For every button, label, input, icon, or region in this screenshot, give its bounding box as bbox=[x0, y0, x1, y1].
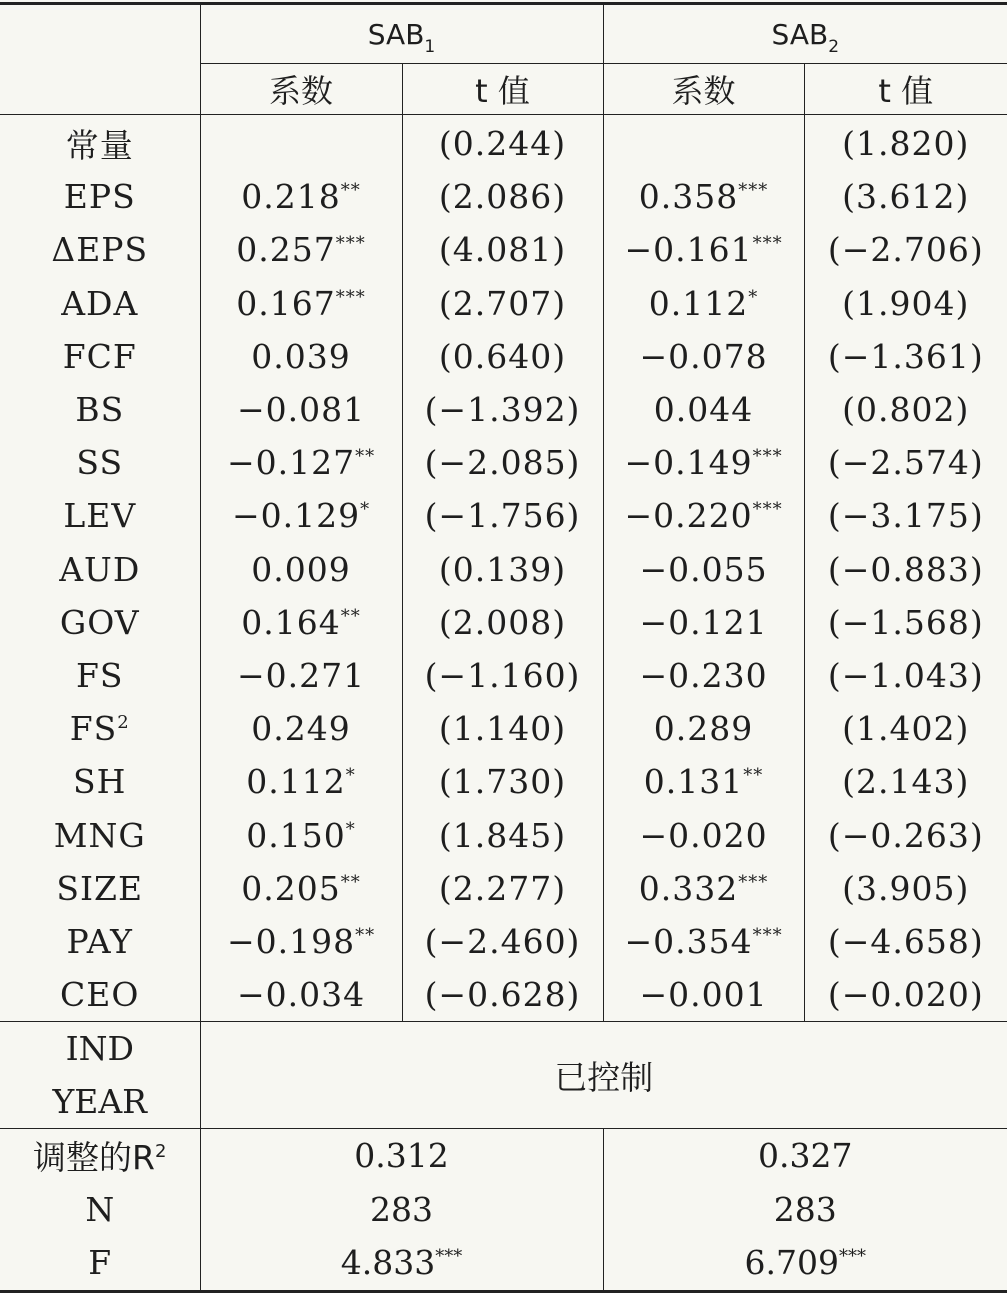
coef-sab2: 0.044 bbox=[603, 383, 804, 436]
stat-label: 调整的$R^2$ bbox=[33, 1138, 167, 1178]
variable-name: ADA bbox=[61, 283, 139, 323]
coef-sab2: −0.121 bbox=[603, 596, 804, 649]
t-value-sab2: (1.402) bbox=[804, 702, 1007, 755]
t-header-2: t 值 bbox=[804, 64, 1007, 115]
group-header-sab2: $SAB_2$ bbox=[603, 4, 1007, 64]
t-value-sab2: (1.820) bbox=[804, 115, 1007, 171]
variable-name: BS bbox=[75, 390, 125, 430]
table-row bbox=[0, 543, 1007, 596]
t-value-sab2: (3.612) bbox=[804, 170, 1007, 223]
t-value-sab1: (1.140) bbox=[402, 702, 603, 755]
coef-sab1 bbox=[200, 115, 402, 171]
coef-sab2: −0.354*** bbox=[603, 915, 804, 968]
table-row bbox=[0, 915, 1007, 968]
coef-sab2: −0.078 bbox=[603, 330, 804, 383]
variable-name: SS bbox=[76, 443, 124, 483]
t-value-sab2: (−2.706) bbox=[804, 223, 1007, 276]
coef-sab1: 0.205** bbox=[200, 862, 402, 915]
t-value-sab1: (−1.756) bbox=[402, 489, 603, 542]
variable-name: FCF bbox=[62, 336, 137, 376]
t-value-sab2: (−3.175) bbox=[804, 489, 1007, 542]
coef-sab1: 0.112* bbox=[200, 755, 402, 808]
t-value-sab1: (1.845) bbox=[402, 808, 603, 861]
variable-name: PAY bbox=[66, 921, 133, 961]
control-label-ind: IND bbox=[65, 1029, 134, 1069]
regression-table bbox=[0, 2, 1007, 1293]
coef-sab1: 0.218** bbox=[200, 170, 402, 223]
table-row bbox=[0, 277, 1007, 330]
t-value-sab1: (−1.160) bbox=[402, 649, 603, 702]
coef-header-2: 系数 bbox=[603, 64, 804, 115]
stat-value-sab2: 6.709*** bbox=[603, 1236, 1007, 1291]
coef-sab2: −0.161*** bbox=[603, 223, 804, 276]
t-value-sab2: (0.802) bbox=[804, 383, 1007, 436]
variable-name: AUD bbox=[59, 549, 141, 589]
stat-label: F bbox=[88, 1243, 112, 1283]
variable-name: MNG bbox=[53, 815, 146, 855]
stat-value-sab1: 283 bbox=[200, 1183, 603, 1237]
coef-sab2: −0.001 bbox=[603, 968, 804, 1022]
coef-sab1: 0.257*** bbox=[200, 223, 402, 276]
controls-labels bbox=[0, 1022, 200, 1129]
variable-name: ΔEPS bbox=[51, 230, 149, 270]
table-row bbox=[0, 170, 1007, 223]
controls-value: 已控制 bbox=[200, 1022, 1007, 1129]
t-value-sab2: (−0.263) bbox=[804, 808, 1007, 861]
coef-sab2: −0.149*** bbox=[603, 436, 804, 489]
t-value-sab2: (−4.658) bbox=[804, 915, 1007, 968]
coef-sab1: −0.081 bbox=[200, 383, 402, 436]
coef-sab1: −0.127** bbox=[200, 436, 402, 489]
t-value-sab2: (−1.043) bbox=[804, 649, 1007, 702]
table-row bbox=[0, 702, 1007, 755]
coef-sab2: −0.055 bbox=[603, 543, 804, 596]
coef-header-1: 系数 bbox=[200, 64, 402, 115]
t-value-sab1: (0.244) bbox=[402, 115, 603, 171]
table-row bbox=[0, 862, 1007, 915]
t-value-sab1: (2.008) bbox=[402, 596, 603, 649]
coef-sab2: −0.020 bbox=[603, 808, 804, 861]
control-label-year: YEAR bbox=[52, 1082, 148, 1122]
table-row bbox=[0, 436, 1007, 489]
t-header-1: t 值 bbox=[402, 64, 603, 115]
coef-sab2: −0.220*** bbox=[603, 489, 804, 542]
table-row bbox=[0, 755, 1007, 808]
table-row bbox=[0, 808, 1007, 861]
t-value-sab1: (0.640) bbox=[402, 330, 603, 383]
group-header-sab1: $SAB_1$ bbox=[200, 4, 603, 64]
coef-sab2: 0.131** bbox=[603, 755, 804, 808]
stat-label: N bbox=[85, 1189, 115, 1229]
table-row bbox=[0, 968, 1007, 1022]
coef-sab2: −0.230 bbox=[603, 649, 804, 702]
coef-sab2: 0.289 bbox=[603, 702, 804, 755]
coef-sab1: −0.198** bbox=[200, 915, 402, 968]
t-value-sab1: (4.081) bbox=[402, 223, 603, 276]
stat-value-sab2: 0.327 bbox=[603, 1129, 1007, 1183]
coef-sab2: 0.332*** bbox=[603, 862, 804, 915]
t-value-sab1: (−1.392) bbox=[402, 383, 603, 436]
coef-sab1: −0.271 bbox=[200, 649, 402, 702]
coef-sab1: −0.129* bbox=[200, 489, 402, 542]
coef-sab1: 0.167*** bbox=[200, 277, 402, 330]
t-value-sab2: (3.905) bbox=[804, 862, 1007, 915]
stat-value-sab1: 0.312 bbox=[200, 1129, 603, 1183]
stat-row bbox=[0, 1236, 1007, 1291]
variable-name: FS bbox=[75, 655, 124, 695]
coef-sab2: 0.358*** bbox=[603, 170, 804, 223]
variable-name: GOV bbox=[59, 602, 140, 642]
coef-sab1: 0.039 bbox=[200, 330, 402, 383]
t-value-sab1: (2.277) bbox=[402, 862, 603, 915]
t-value-sab2: (−0.020) bbox=[804, 968, 1007, 1022]
t-value-sab1: (2.086) bbox=[402, 170, 603, 223]
variable-name: SIZE bbox=[56, 868, 144, 908]
table-row bbox=[0, 115, 1007, 171]
t-value-sab2: (1.904) bbox=[804, 277, 1007, 330]
corner-cell bbox=[0, 4, 200, 115]
t-value-sab2: (2.143) bbox=[804, 755, 1007, 808]
t-value-sab1: (0.139) bbox=[402, 543, 603, 596]
t-value-sab1: (−2.085) bbox=[402, 436, 603, 489]
coef-sab1: −0.034 bbox=[200, 968, 402, 1022]
table-row bbox=[0, 489, 1007, 542]
coef-sab1: 0.164** bbox=[200, 596, 402, 649]
stat-value-sab1: 4.833*** bbox=[200, 1236, 603, 1291]
t-value-sab2: (−0.883) bbox=[804, 543, 1007, 596]
stat-row bbox=[0, 1129, 1007, 1183]
t-value-sab1: (−2.460) bbox=[402, 915, 603, 968]
t-value-sab2: (−1.568) bbox=[804, 596, 1007, 649]
table-row bbox=[0, 383, 1007, 436]
table-row bbox=[0, 330, 1007, 383]
t-value-sab1: (2.707) bbox=[402, 277, 603, 330]
controls-row bbox=[0, 1022, 1007, 1129]
coef-sab2 bbox=[603, 115, 804, 171]
variable-name: CEO bbox=[60, 975, 140, 1015]
t-value-sab1: (1.730) bbox=[402, 755, 603, 808]
coef-sab1: 0.009 bbox=[200, 543, 402, 596]
variable-name: SH bbox=[73, 762, 127, 802]
table-row bbox=[0, 223, 1007, 276]
table-row bbox=[0, 596, 1007, 649]
t-value-sab1: (−0.628) bbox=[402, 968, 603, 1022]
variable-name: 常量 bbox=[65, 126, 134, 166]
variable-name: EPS bbox=[63, 177, 136, 217]
coef-sab1: 0.150* bbox=[200, 808, 402, 861]
t-value-sab2: (−2.574) bbox=[804, 436, 1007, 489]
variable-name: LEV bbox=[63, 496, 137, 536]
coef-sab1: 0.249 bbox=[200, 702, 402, 755]
t-value-sab2: (−1.361) bbox=[804, 330, 1007, 383]
variable-name: $FS^2$ bbox=[69, 709, 130, 749]
stat-value-sab2: 283 bbox=[603, 1183, 1007, 1237]
coef-sab2: 0.112* bbox=[603, 277, 804, 330]
stat-row bbox=[0, 1183, 1007, 1237]
table-row bbox=[0, 649, 1007, 702]
